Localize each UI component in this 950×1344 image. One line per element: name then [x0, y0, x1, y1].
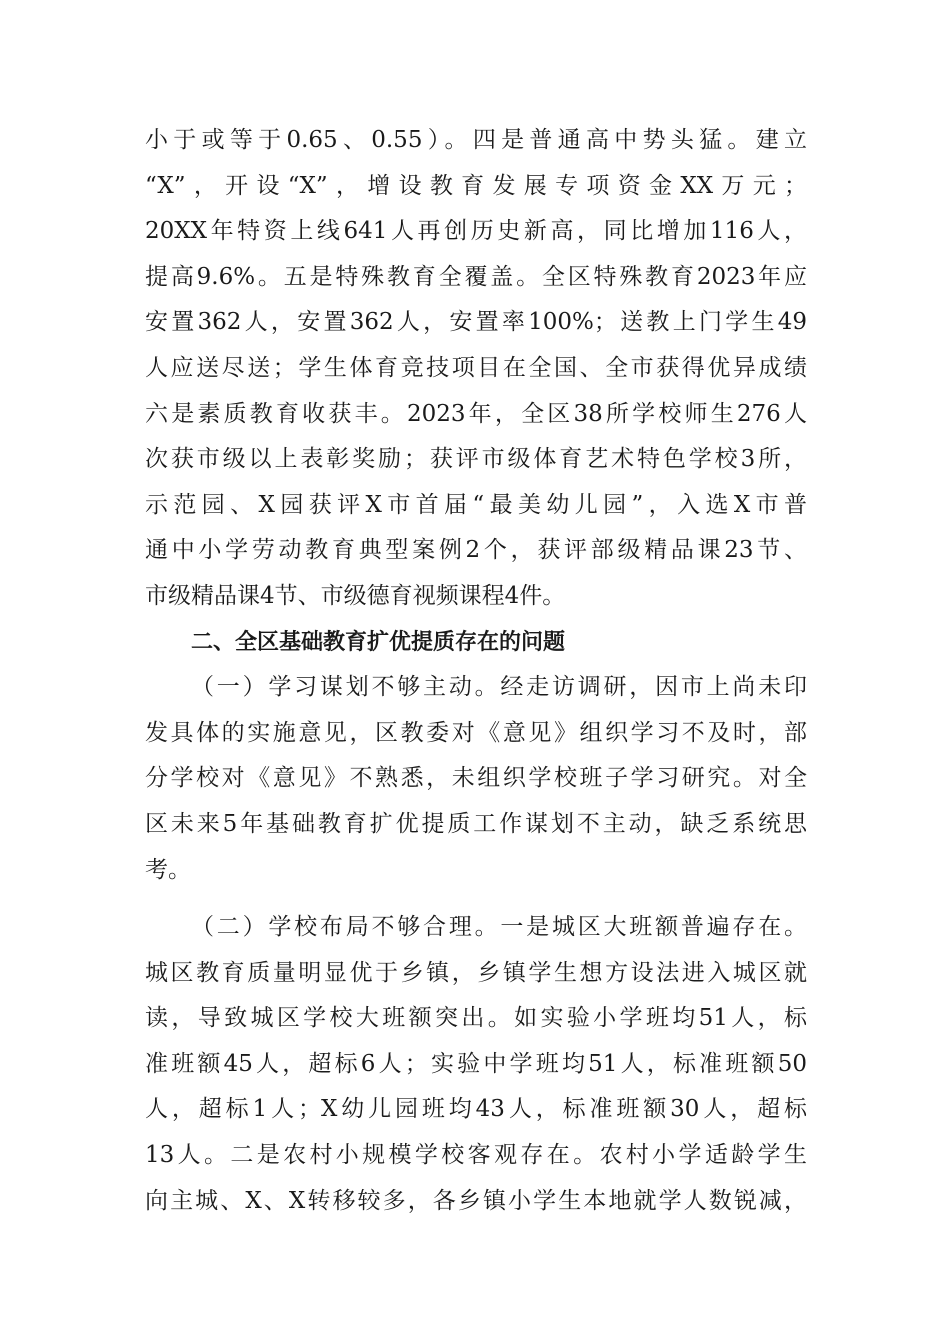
text-line: 提高9.6%。五是特殊教育全覆盖。全区特殊教育2023年应 — [145, 263, 807, 290]
text-line: 13人。二是农村小规模学校客观存在。农村小学适龄学生 — [145, 1142, 807, 1169]
text-line: 城区教育质量明显优于乡镇，乡镇学生想方设法进入城区就 — [145, 959, 807, 986]
text-line: 次获市级以上表彰奖励；获评市级体育艺术特色学校3所， — [145, 446, 807, 473]
paragraph-gap — [145, 893, 807, 905]
text-line: 读，导致城区学校大班额突出。如实验小学班均51人，标 — [145, 1005, 807, 1032]
paragraph-school-layout — [145, 905, 807, 1224]
paragraph-learning-planning — [145, 665, 807, 893]
text-line: 区未来5年基础教育扩优提质工作谋划不主动，缺乏系统思 — [145, 810, 807, 837]
text-line: 示范园、X园获评X市首届“最美幼儿园”，入选X市普 — [145, 491, 807, 518]
text-line: 发具体的实施意见，区教委对《意见》组织学习不及时，部 — [145, 719, 807, 746]
text-line: 分学校对《意见》不熟悉，未组织学校班子学习研究。对全 — [145, 765, 807, 792]
text-line: 市级精品课4节、市级德育视频课程4件。 — [145, 582, 566, 609]
text-line: 人，超标1人；X幼儿园班均43人，标准班额30人，超标 — [145, 1096, 807, 1123]
text-line: 小于或等于0.65、0.55）。四是普通高中势头猛。建立 — [145, 127, 807, 153]
text-line: 通中小学劳动教育典型案例2个，获评部级精品课23节、 — [145, 537, 807, 564]
text-line: 向主城、X、X转移较多，各乡镇小学生本地就学人数锐减， — [145, 1187, 807, 1214]
section-heading: 二、全区基础教育扩优提质存在的问题 — [191, 629, 566, 655]
text-line: （二）学校布局不够合理。一是城区大班额普遍存在。 — [191, 914, 807, 941]
text-line: 考。 — [145, 856, 191, 883]
text-line: 安置362人，安置362人，安置率100%；送教上门学生49 — [145, 309, 807, 336]
text-line: 20XX年特资上线641人再创历史新高，同比增加116人， — [145, 218, 807, 245]
text-line: 六是素质教育收获丰。2023年，全区38所学校师生276人 — [145, 400, 807, 427]
document-body — [145, 118, 807, 1224]
text-line: （一）学习谋划不够主动。经走访调研，因市上尚未印 — [191, 674, 807, 701]
text-line: 人应送尽送；学生体育竞技项目在全国、全市获得优异成绩 — [145, 354, 807, 381]
text-line: “X”，开设“X”，增设教育发展专项资金XX万元； — [145, 172, 807, 199]
text-line: 准班额45人，超标6人；实验中学班均51人，标准班额50 — [145, 1050, 807, 1077]
